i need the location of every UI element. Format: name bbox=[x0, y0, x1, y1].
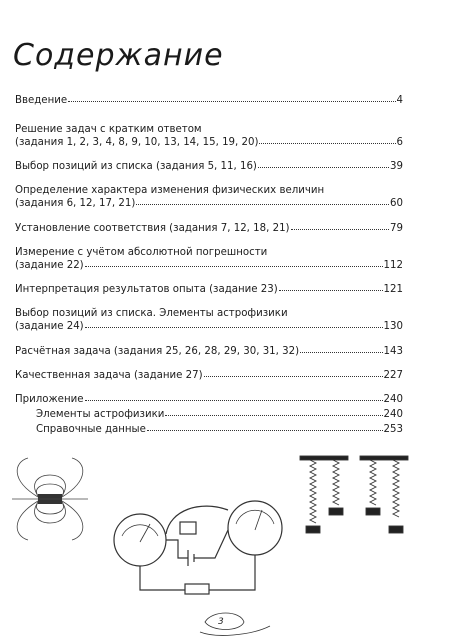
spring-weights-icon bbox=[300, 456, 408, 533]
toc-page-number: 112 bbox=[383, 260, 403, 271]
toc-entry-appendix[interactable] bbox=[15, 393, 403, 406]
toc-page-number: 227 bbox=[383, 370, 403, 381]
toc-page-number: 79 bbox=[390, 223, 403, 234]
page-title: Содержание bbox=[13, 38, 224, 73]
toc-entry-intro[interactable] bbox=[15, 94, 403, 107]
toc-page-number: 240 bbox=[383, 394, 403, 405]
toc-entry-label: Измерение с учётом абсолютной погрешности bbox=[15, 247, 268, 258]
toc-page-number: 39 bbox=[390, 161, 403, 172]
page-number-ornament bbox=[200, 613, 270, 635]
toc-leader-dots bbox=[259, 142, 395, 144]
toc-entry-measurement[interactable] bbox=[15, 246, 403, 272]
toc-entry-label-cont: (задания 6, 12, 17, 21) bbox=[15, 198, 136, 209]
physics-illustrations bbox=[0, 450, 450, 643]
toc-leader-dots bbox=[85, 326, 383, 328]
toc-subentry-reference[interactable] bbox=[15, 423, 403, 436]
toc-entry-label: Выбор позиций из списка (задания 5, 11, 16) bbox=[15, 161, 257, 172]
page-number: 3 bbox=[218, 617, 224, 627]
toc-leader-dots bbox=[68, 100, 395, 102]
toc-page-number: 130 bbox=[383, 321, 403, 332]
toc-entry-label: Справочные данные bbox=[36, 424, 146, 435]
circuit-icon bbox=[114, 501, 282, 594]
toc-entry-label-cont: (задание 22) bbox=[15, 260, 84, 271]
toc-entry-label: Расчётная задача (задания 25, 26, 28, 29, 30, 31, 32) bbox=[15, 346, 300, 357]
toc-page-number: 143 bbox=[383, 346, 403, 357]
toc-entry-choice[interactable] bbox=[15, 160, 403, 173]
toc-entry-label: Приложение bbox=[15, 394, 84, 405]
toc-page-number: 60 bbox=[390, 198, 403, 209]
toc-leader-dots bbox=[136, 203, 389, 205]
toc-entry-change[interactable] bbox=[15, 184, 403, 210]
toc-leader-dots bbox=[85, 265, 383, 267]
toc-entry-matching[interactable] bbox=[15, 222, 403, 235]
toc-entry-calculation[interactable] bbox=[15, 345, 403, 358]
toc-page-number: 6 bbox=[396, 137, 403, 148]
toc-entry-label: Интерпретация результатов опыта (задание 23) bbox=[15, 284, 278, 295]
toc-leader-dots bbox=[279, 289, 383, 291]
toc-entry-qualitative[interactable] bbox=[15, 369, 403, 382]
toc-entry-label: Элементы астрофизики bbox=[36, 409, 165, 420]
toc-entry-astro-choice[interactable] bbox=[15, 307, 403, 333]
toc-page-number: 240 bbox=[383, 409, 403, 420]
toc-entry-label: Определение характера изменения физических величин bbox=[15, 185, 325, 196]
toc-entry-label: Решение задач с кратким ответом bbox=[15, 124, 202, 135]
toc-entry-label-cont: (задания 1, 2, 3, 4, 8, 9, 10, 13, 14, 15, 19, 20) bbox=[15, 137, 259, 148]
toc-entry-label: Выбор позиций из списка. Элементы астрофизики bbox=[15, 308, 288, 319]
magnet-field-icon bbox=[12, 458, 88, 540]
toc-page-number: 253 bbox=[383, 424, 403, 435]
toc-subentry-astrophysics[interactable] bbox=[15, 408, 403, 421]
toc-page-number: 4 bbox=[396, 95, 403, 106]
toc-leader-dots bbox=[85, 399, 383, 401]
toc-leader-dots bbox=[147, 429, 383, 431]
toc-leader-dots bbox=[204, 375, 383, 377]
toc-page-number: 121 bbox=[383, 284, 403, 295]
toc-entry-label: Качественная задача (задание 27) bbox=[15, 370, 203, 381]
toc-entry-label: Введение bbox=[15, 95, 68, 106]
toc-leader-dots bbox=[165, 414, 382, 416]
toc-leader-dots bbox=[258, 166, 389, 168]
toc-entry-label-cont: (задание 24) bbox=[15, 321, 84, 332]
toc-entry-short-answer[interactable] bbox=[15, 123, 403, 149]
toc-entry-experiment[interactable] bbox=[15, 283, 403, 296]
toc-leader-dots bbox=[291, 228, 390, 230]
toc-leader-dots bbox=[300, 351, 382, 353]
toc-entry-label: Установление соответствия (задания 7, 12, 18, 21) bbox=[15, 223, 290, 234]
